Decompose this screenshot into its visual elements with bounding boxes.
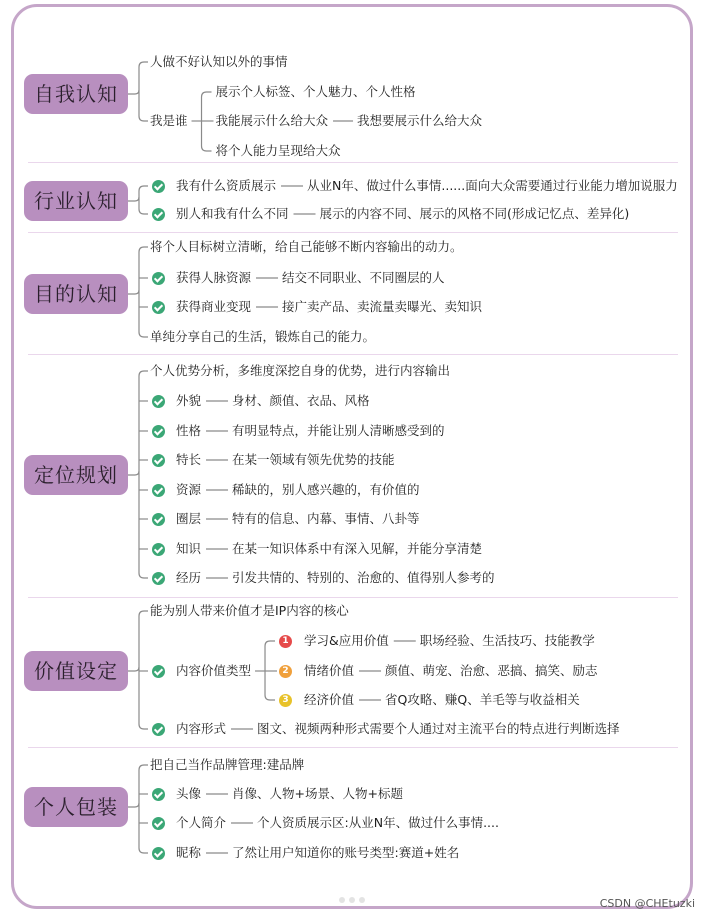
item-text: 知识	[176, 541, 202, 556]
section-label: 价值设定	[24, 651, 128, 691]
item-text: 昵称	[176, 845, 202, 860]
item-text: 特长	[176, 452, 202, 467]
sub-item-detail: 职场经验、生活技巧、技能教学	[419, 633, 595, 648]
section-label: 个人包装	[24, 787, 128, 827]
check-icon	[152, 272, 165, 285]
check-icon	[152, 484, 165, 497]
section-divider	[28, 162, 678, 163]
item-text: 内容形式	[176, 721, 227, 736]
item-detail: 特有的信息、内幕、事情、八卦等	[232, 511, 420, 526]
check-icon	[152, 788, 165, 801]
sub-item-text: 展示个人标签、个人魅力、个人性格	[215, 84, 416, 99]
item-text: 经历	[176, 570, 202, 585]
item-text: 单纯分享自己的生活，锻炼自己的能力。	[150, 329, 376, 344]
item-detail: 从业N年、做过什么事情......面向大众需要通过行业能力增加说服力	[307, 178, 678, 193]
check-icon	[152, 513, 165, 526]
section-label: 自我认知	[24, 74, 128, 114]
item-text: 我是谁	[150, 113, 188, 128]
section-label: 目的认知	[24, 274, 128, 314]
check-icon	[152, 723, 165, 736]
sub-item-text: 学习&应用价值	[304, 633, 389, 648]
section-label: 定位规划	[24, 455, 128, 495]
section-divider	[28, 597, 678, 598]
check-icon	[152, 847, 165, 860]
item-text: 头像	[176, 786, 202, 801]
item-text: 人做不好认知以外的事情	[150, 54, 288, 69]
item-text: 别人和我有什么不同	[176, 206, 289, 221]
sub-item-detail: 颜值、萌宠、治愈、恶搞、搞笑、励志	[385, 663, 598, 678]
sub-item-text: 情绪价值	[304, 663, 355, 678]
item-text: 个人简介	[176, 815, 227, 830]
watermark: CSDN @CHEtuzki	[599, 897, 695, 910]
check-icon	[152, 454, 165, 467]
section-divider	[28, 747, 678, 748]
item-detail: 结交不同职业、不同圈层的人	[282, 270, 445, 285]
sub-item-detail: 省Q攻略、赚Q、羊毛等与收益相关	[385, 692, 580, 707]
item-text: 资源	[176, 482, 202, 497]
item-detail: 了然让用户知道你的账号类型:赛道+姓名	[232, 845, 460, 860]
section-divider	[28, 232, 678, 233]
item-text: 把自己当作品牌管理:建品牌	[150, 757, 305, 772]
item-detail: 接广卖产品、卖流量卖曝光、卖知识	[282, 299, 483, 314]
number-badge-1-icon: 1	[279, 635, 292, 648]
item-text: 获得人脉资源	[176, 270, 252, 285]
item-detail: 引发共情的、特别的、治愈的、值得别人参考的	[232, 570, 495, 585]
check-icon	[152, 425, 165, 438]
item-text: 性格	[176, 423, 202, 438]
number-badge-3-icon: 3	[279, 694, 292, 707]
number-badge-2-icon: 2	[279, 665, 292, 678]
check-icon	[152, 180, 165, 193]
check-icon	[152, 208, 165, 221]
item-text: 外貌	[176, 393, 202, 408]
check-icon	[152, 395, 165, 408]
item-detail: 肖像、人物+场景、人物+标题	[232, 786, 403, 801]
item-text: 将个人目标树立清晰，给自己能够不断内容输出的动力。	[150, 239, 463, 254]
item-detail: 稀缺的，别人感兴趣的，有价值的	[232, 482, 420, 497]
item-detail: 图文、视频两种形式需要个人通过对主流平台的特点进行判断选择	[257, 721, 620, 736]
sub-item-text: 我能展示什么给大众	[215, 113, 329, 128]
item-text: 内容价值类型	[176, 663, 252, 678]
item-detail: 有明显特点，并能让别人清晰感受到的	[232, 423, 445, 438]
check-icon	[152, 665, 165, 678]
item-detail: 身材、颜值、衣品、风格	[232, 393, 370, 408]
item-text: 获得商业变现	[176, 299, 252, 314]
item-detail: 在某一知识体系中有深入见解，并能分享清楚	[232, 541, 483, 556]
item-detail: 在某一领域有领先优势的技能	[232, 452, 395, 467]
section-divider	[28, 354, 678, 355]
item-text: 个人优势分析，多维度深挖自身的优势，进行内容输出	[150, 363, 451, 378]
check-icon	[152, 572, 165, 585]
sub-item-next: 我想要展示什么给大众	[357, 113, 483, 128]
check-icon	[152, 817, 165, 830]
check-icon	[152, 301, 165, 314]
item-text: 我有什么资质展示	[176, 178, 277, 193]
item-detail: 展示的内容不同、展示的风格不同(形成记忆点、差异化)	[319, 206, 630, 221]
check-icon	[152, 543, 165, 556]
item-text: 圈层	[176, 511, 202, 526]
sub-item-text: 经济价值	[304, 692, 355, 707]
item-detail: 个人资质展示区:从业N年、做过什么事情....	[257, 815, 499, 830]
section-label: 行业认知	[24, 181, 128, 221]
page-indicator	[339, 888, 373, 896]
item-text: 能为别人带来价值才是IP内容的核心	[150, 603, 349, 618]
sub-item-text: 将个人能力呈现给大众	[215, 143, 341, 158]
